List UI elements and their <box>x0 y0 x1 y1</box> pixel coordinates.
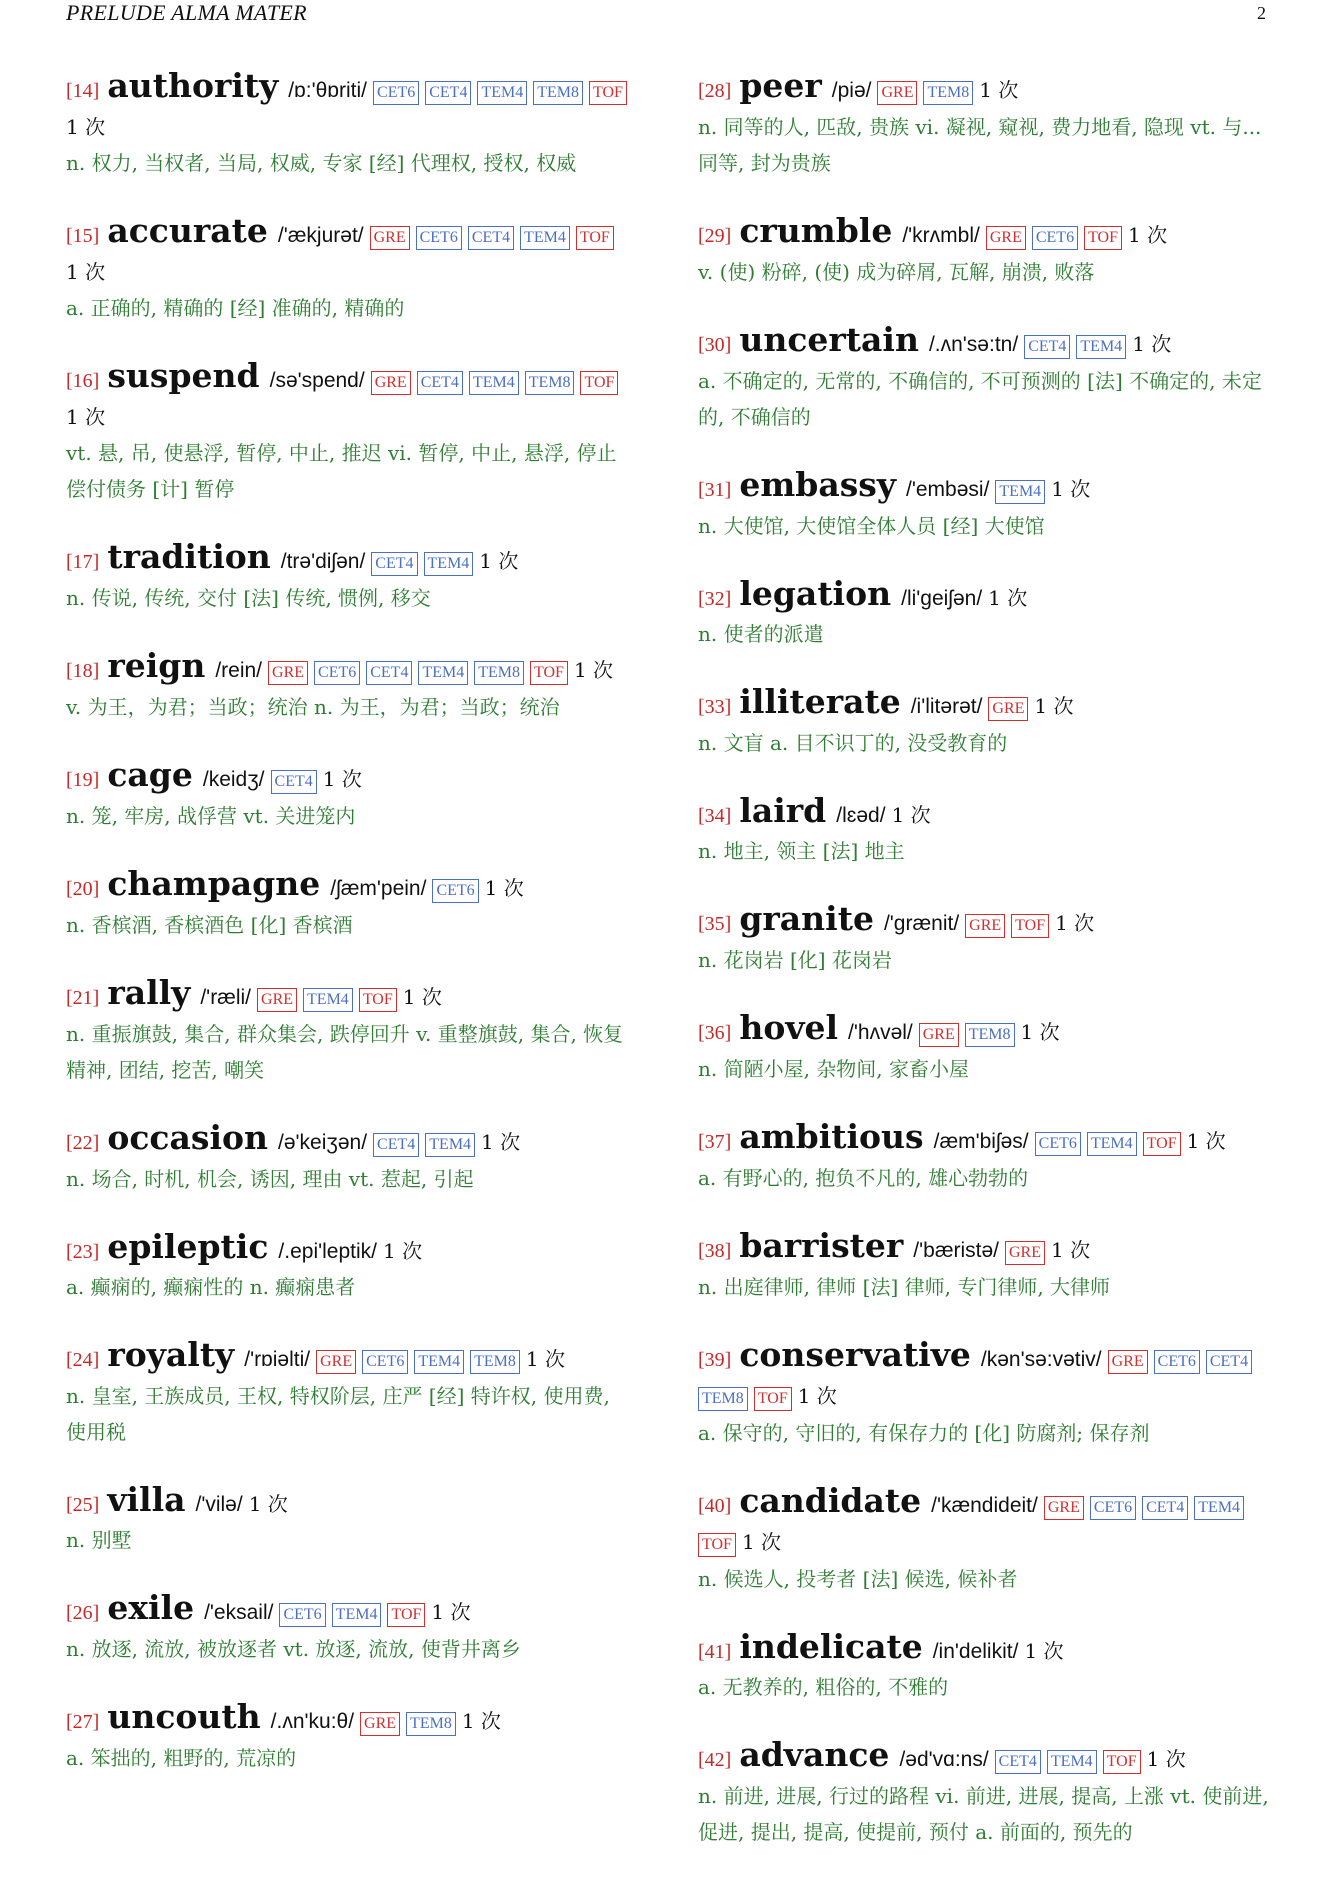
exam-tag-gre: GRE <box>268 661 308 685</box>
entry-index: [33] <box>698 696 732 718</box>
entry-headline <box>66 1118 636 1161</box>
entry-index: [29] <box>698 225 732 247</box>
headword: suspend <box>107 356 260 395</box>
occurrence-count: 1 次 <box>1024 1639 1064 1663</box>
occurrence-count: 1 次 <box>988 586 1028 610</box>
occurrence-count: 1 次 <box>573 658 614 682</box>
entry-index: [19] <box>66 769 100 791</box>
definition-text: n. 场合, 时机, 机会, 诱因, 理由 vt. 惹起, 引起 <box>66 1167 474 1191</box>
book-title: PRELUDE ALMA MATER <box>66 0 307 25</box>
headword: tradition <box>107 537 271 576</box>
headword: accurate <box>107 211 268 250</box>
entry-headline <box>66 1697 636 1740</box>
entry-headline <box>698 1481 1270 1561</box>
entry-index: [30] <box>698 334 732 356</box>
vocab-entry <box>66 973 636 1088</box>
phonetic: /lɛəd/ <box>836 804 886 827</box>
occurrence-count: 1 次 <box>1186 1129 1226 1153</box>
vocab-entry <box>66 1227 636 1305</box>
occurrence-count: 1 次 <box>322 767 362 791</box>
definition-text: n. 权力, 当权者, 当局, 权威, 专家 [经] 代理权, 授权, 权威 <box>66 151 577 175</box>
entry-headline <box>698 682 1270 725</box>
entry-index: [36] <box>698 1022 732 1044</box>
exam-tag-cet4: CET4 <box>1206 1350 1252 1374</box>
occurrence-count: 1 次 <box>1132 332 1172 356</box>
entry-index: [32] <box>698 588 732 610</box>
entry-headline <box>66 646 636 689</box>
exam-tag-tem8: TEM8 <box>533 81 583 105</box>
exam-tag-cet6: CET6 <box>279 1603 325 1627</box>
entry-headline <box>66 973 636 1016</box>
definition-text: n. 简陋小屋, 杂物间, 家畜小屋 <box>698 1057 970 1081</box>
vocab-entry <box>698 1335 1270 1451</box>
exam-tag-tem8: TEM8 <box>698 1387 748 1411</box>
phonetic: /'bæristə/ <box>913 1239 999 1262</box>
exam-tag-gre: GRE <box>919 1023 959 1047</box>
definition-text: a. 不确定的, 无常的, 不确信的, 不可预测的 [法] 不确定的, 未定的, 不确信的 <box>698 369 1262 429</box>
headword: royalty <box>107 1335 235 1374</box>
exam-tag-tof: TOF <box>1011 914 1049 938</box>
exam-tag-tof: TOF <box>1143 1132 1181 1156</box>
phonetic: /.ʌn'ku:θ/ <box>270 1710 355 1733</box>
exam-tag-gre: GRE <box>371 371 411 395</box>
occurrence-count: 1 次 <box>402 985 442 1009</box>
entry-headline <box>66 755 636 798</box>
definition-text: n. 重振旗鼓, 集合, 群众集会, 跌停回升 v. 重整旗鼓, 集合, 恢复精神, 团结, 挖苦, 嘲笑 <box>66 1022 624 1082</box>
definition-text: n. 传说, 传统, 交付 [法] 传统, 惯例, 移交 <box>66 586 431 610</box>
headword: occasion <box>107 1118 269 1157</box>
definition-text: n. 文盲 a. 目不识丁的, 没受教育的 <box>698 731 1008 755</box>
exam-tag-cet4: CET4 <box>366 661 412 685</box>
exam-tag-cet4: CET4 <box>1024 335 1070 359</box>
entry-headline <box>698 1627 1270 1669</box>
entry-index: [25] <box>66 1494 100 1516</box>
entry-index: [20] <box>66 878 100 900</box>
vocab-entry <box>66 537 636 616</box>
phonetic: /'eksail/ <box>204 1601 274 1624</box>
exam-tag-cet4: CET4 <box>371 552 417 576</box>
exam-tag-cet4: CET4 <box>995 1750 1041 1774</box>
exam-tag-tem4: TEM4 <box>1194 1496 1244 1520</box>
phonetic: /rein/ <box>215 659 263 682</box>
exam-tag-tem4: TEM4 <box>1087 1132 1137 1156</box>
occurrence-count: 1 次 <box>797 1384 837 1408</box>
headword: uncertain <box>739 320 919 359</box>
exam-tag-tem4: TEM4 <box>477 81 527 105</box>
exam-tag-tem4: TEM4 <box>303 988 353 1012</box>
exam-tag-cet6: CET6 <box>1035 1132 1081 1156</box>
entry-headline <box>66 1227 636 1269</box>
vocab-entry <box>66 1697 636 1776</box>
phonetic: /sə'spend/ <box>269 369 365 392</box>
entry-index: [17] <box>66 551 100 573</box>
vocab-entry <box>66 1588 636 1667</box>
headword: uncouth <box>107 1697 261 1736</box>
headword: villa <box>107 1480 186 1519</box>
definition-text: n. 候选人, 投考者 [法] 候选, 候补者 <box>698 1567 1018 1591</box>
exam-tag-tem4: TEM4 <box>469 371 519 395</box>
phonetic: /'krʌmbl/ <box>902 224 980 247</box>
vocab-entry <box>698 899 1270 978</box>
definition-text: n. 同等的人, 匹敌, 贵族 vi. 凝视, 窥视, 费力地看, 隐现 vt. 与... 同等, 封为贵族 <box>698 115 1262 175</box>
exam-tag-gre: GRE <box>988 697 1028 721</box>
entry-index: [15] <box>66 225 100 247</box>
occurrence-count: 1 次 <box>1055 911 1095 935</box>
entry-index: [21] <box>66 987 100 1009</box>
definition-text: n. 香槟酒, 香槟酒色 [化] 香槟酒 <box>66 913 353 937</box>
exam-tag-tof: TOF <box>580 371 618 395</box>
exam-tag-tem4: TEM4 <box>414 1350 464 1374</box>
exam-tag-cet6: CET6 <box>314 661 360 685</box>
entry-index: [26] <box>66 1602 100 1624</box>
definition-text: a. 无教养的, 粗俗的, 不雅的 <box>698 1675 949 1699</box>
headword: authority <box>107 66 279 105</box>
vocab-entry <box>698 1226 1270 1305</box>
entry-index: [22] <box>66 1132 100 1154</box>
headword: laird <box>739 791 827 830</box>
phonetic: /keidʒ/ <box>202 768 265 791</box>
definition-text: a. 保守的, 守旧的, 有保存力的 [化] 防腐剂; 保存剂 <box>698 1421 1150 1445</box>
vocab-entry <box>698 791 1270 869</box>
vocab-entry <box>66 1480 636 1558</box>
entry-headline <box>698 1735 1270 1778</box>
exam-tag-cet6: CET6 <box>362 1350 408 1374</box>
headword: embassy <box>739 465 897 504</box>
vocab-entry <box>698 1735 1270 1850</box>
entry-headline <box>66 1480 636 1522</box>
occurrence-count: 1 次 <box>1051 1238 1091 1262</box>
entry-headline <box>698 1226 1270 1269</box>
vocab-entry <box>66 211 636 326</box>
definition-text: n. 大使馆, 大使馆全体人员 [经] 大使馆 <box>698 514 1045 538</box>
entry-index: [18] <box>66 660 100 682</box>
definition-text: n. 地主, 领主 [法] 地主 <box>698 839 905 863</box>
headword: candidate <box>739 1481 922 1520</box>
vocab-entry <box>698 211 1270 290</box>
exam-tag-cet6: CET6 <box>416 226 462 250</box>
occurrence-count: 1 次 <box>1051 477 1091 501</box>
phonetic: /'ræli/ <box>200 986 252 1009</box>
phonetic: /'ækjurət/ <box>277 224 364 247</box>
exam-tag-tof: TOF <box>754 1387 792 1411</box>
entry-index: [35] <box>698 913 732 935</box>
entry-headline <box>698 211 1270 254</box>
vocab-entry <box>698 66 1270 181</box>
entry-headline <box>66 537 636 580</box>
left-column <box>66 66 636 1806</box>
phonetic: /'grænit/ <box>883 912 960 935</box>
exam-tag-tof: TOF <box>576 226 614 250</box>
entry-index: [31] <box>698 479 732 501</box>
occurrence-count: 1 次 <box>525 1347 565 1371</box>
exam-tag-tem8: TEM8 <box>474 661 524 685</box>
vocab-entry <box>698 1627 1270 1705</box>
entry-headline <box>698 899 1270 942</box>
definition-text: n. 前进, 进展, 行过的路程 vi. 前进, 进展, 提高, 上涨 vt. 使前进, 促进, 提出, 提高, 使提前, 预付 a. 前面的, 预先的 <box>698 1784 1269 1844</box>
headword: barrister <box>739 1226 904 1265</box>
vocab-entry <box>698 1008 1270 1087</box>
occurrence-count: 1 次 <box>979 78 1019 102</box>
entry-headline <box>66 864 636 907</box>
phonetic: /'kændideit/ <box>931 1494 1038 1517</box>
definition-text: a. 癫痫的, 癫痫性的 n. 癫痫患者 <box>66 1275 356 1299</box>
phonetic: /ʃæm'pein/ <box>330 877 427 900</box>
exam-tag-tem4: TEM4 <box>520 226 570 250</box>
occurrence-count: 1 次 <box>479 549 519 573</box>
entry-index: [34] <box>698 805 732 827</box>
entry-index: [27] <box>66 1711 100 1733</box>
exam-tag-gre: GRE <box>1044 1496 1084 1520</box>
exam-tag-cet6: CET6 <box>432 879 478 903</box>
exam-tag-tof: TOF <box>589 81 627 105</box>
occurrence-count: 1 次 <box>481 1130 521 1154</box>
exam-tag-tof: TOF <box>1103 1750 1141 1774</box>
phonetic: /li'geiʃən/ <box>901 587 983 610</box>
exam-tag-cet4: CET4 <box>468 226 514 250</box>
definition-text: n. 花岗岩 [化] 花岗岩 <box>698 948 892 972</box>
exam-tag-gre: GRE <box>316 1350 356 1374</box>
headword: champagne <box>107 864 321 903</box>
headword: rally <box>107 973 191 1012</box>
exam-tag-cet4: CET4 <box>1142 1496 1188 1520</box>
headword: epileptic <box>107 1227 269 1266</box>
headword: legation <box>739 574 892 613</box>
definition-text: n. 笼, 牢房, 战俘营 vt. 关进笼内 <box>66 804 356 828</box>
phonetic: /æm'biʃəs/ <box>933 1130 1029 1153</box>
phonetic: /kən'sə:vətiv/ <box>980 1348 1102 1371</box>
exam-tag-tem4: TEM4 <box>995 480 1045 504</box>
occurrence-count: 1 次 <box>484 876 524 900</box>
entry-index: [24] <box>66 1349 100 1371</box>
entry-index: [28] <box>698 80 732 102</box>
occurrence-count: 1 次 <box>248 1492 288 1516</box>
vocab-entry <box>66 356 636 507</box>
occurrence-count: 1 次 <box>431 1600 471 1624</box>
definition-text: n. 别墅 <box>66 1528 132 1552</box>
exam-tag-tof: TOF <box>359 988 397 1012</box>
entry-headline <box>66 1588 636 1631</box>
headword: advance <box>739 1735 890 1774</box>
exam-tag-cet6: CET6 <box>1154 1350 1200 1374</box>
occurrence-count: 1 次 <box>891 803 931 827</box>
entry-headline <box>698 465 1270 508</box>
definition-text: a. 笨拙的, 粗野的, 荒凉的 <box>66 1746 297 1770</box>
entry-index: [39] <box>698 1349 732 1371</box>
exam-tag-tof: TOF <box>530 661 568 685</box>
phonetic: /i'litərət/ <box>910 695 983 718</box>
occurrence-count: 1 次 <box>66 405 106 429</box>
vocab-entry <box>66 864 636 943</box>
definition-text: v. 为王，为君；当政；统治 n. 为王，为君；当政；统治 <box>66 695 560 719</box>
phonetic: /əd'vɑ:ns/ <box>899 1748 989 1771</box>
exam-tag-tem8: TEM8 <box>470 1350 520 1374</box>
entry-headline <box>698 66 1270 109</box>
exam-tag-cet6: CET6 <box>1090 1496 1136 1520</box>
exam-tag-gre: GRE <box>257 988 297 1012</box>
headword: granite <box>739 899 874 938</box>
exam-tag-tem4: TEM4 <box>418 661 468 685</box>
entry-index: [37] <box>698 1131 732 1153</box>
headword: peer <box>739 66 822 105</box>
definition-text: a. 有野心的, 抱负不凡的, 雄心勃勃的 <box>698 1166 1029 1190</box>
vocab-entry <box>698 320 1270 435</box>
phonetic: /'hʌvəl/ <box>848 1021 913 1044</box>
page-number: 2 <box>1257 3 1266 23</box>
vocab-entry <box>698 574 1270 652</box>
phonetic: /'vilə/ <box>195 1493 243 1516</box>
definition-text: n. 放逐, 流放, 被放逐者 vt. 放逐, 流放, 使背井离乡 <box>66 1637 521 1661</box>
exam-tag-gre: GRE <box>370 226 410 250</box>
entry-index: [40] <box>698 1495 732 1517</box>
exam-tag-tem4: TEM4 <box>424 552 474 576</box>
entry-index: [42] <box>698 1749 732 1771</box>
headword: indelicate <box>739 1627 923 1666</box>
occurrence-count: 1 次 <box>382 1239 423 1263</box>
headword: ambitious <box>739 1117 924 1156</box>
occurrence-count: 1 次 <box>1020 1020 1060 1044</box>
exam-tag-tof: TOF <box>698 1533 736 1557</box>
exam-tag-tem8: TEM8 <box>525 371 575 395</box>
exam-tag-tof: TOF <box>1084 226 1122 250</box>
vocab-entry <box>66 1335 636 1450</box>
phonetic: /.ʌn'sə:tn/ <box>928 333 1019 356</box>
exam-tag-cet4: CET4 <box>417 371 463 395</box>
entry-headline <box>698 791 1270 833</box>
exam-tag-gre: GRE <box>360 1712 400 1736</box>
occurrence-count: 1 次 <box>741 1530 782 1554</box>
exam-tag-tem4: TEM4 <box>332 1603 382 1627</box>
exam-tag-cet6: CET6 <box>1032 226 1078 250</box>
entry-headline <box>66 356 636 435</box>
exam-tag-cet4: CET4 <box>373 1133 419 1157</box>
vocab-entry <box>66 66 636 181</box>
vocab-entry <box>698 682 1270 761</box>
entry-headline <box>66 211 636 290</box>
headword: crumble <box>739 211 893 250</box>
headword: cage <box>107 755 193 794</box>
occurrence-count: 1 次 <box>1128 223 1168 247</box>
headword: reign <box>107 646 206 685</box>
exam-tag-tem8: TEM8 <box>923 81 973 105</box>
exam-tag-cet4: CET4 <box>425 81 471 105</box>
exam-tag-gre: GRE <box>1108 1350 1148 1374</box>
exam-tag-tem4: TEM4 <box>425 1133 475 1157</box>
vocab-entry <box>66 1118 636 1197</box>
exam-tag-cet4: CET4 <box>271 770 317 794</box>
exam-tag-tem8: TEM8 <box>965 1023 1015 1047</box>
phonetic: /ə'keiʒən/ <box>278 1131 368 1154</box>
exam-tag-gre: GRE <box>1005 1241 1045 1265</box>
exam-tag-cet6: CET6 <box>373 81 419 105</box>
headword: illiterate <box>739 682 901 721</box>
exam-tag-gre: GRE <box>986 226 1026 250</box>
page-header <box>66 0 1266 28</box>
occurrence-count: 1 次 <box>461 1709 501 1733</box>
phonetic: /'rɒiəlti/ <box>244 1348 311 1371</box>
phonetic: /piə/ <box>831 79 872 102</box>
exam-tag-gre: GRE <box>877 81 917 105</box>
occurrence-count: 1 次 <box>66 260 106 284</box>
vocab-entry <box>698 1117 1270 1196</box>
phonetic: /trə'diʃən/ <box>280 550 366 573</box>
exam-tag-gre: GRE <box>965 914 1005 938</box>
vocab-entry <box>698 465 1270 544</box>
entry-index: [16] <box>66 370 100 392</box>
entry-headline <box>66 66 636 145</box>
entry-headline <box>698 1008 1270 1051</box>
definition-text: v. (使) 粉碎, (使) 成为碎屑, 瓦解, 崩溃, 败落 <box>698 260 1095 284</box>
definition-text: vt. 悬, 吊, 使悬浮, 暂停, 中止, 推迟 vi. 暂停, 中止, 悬浮, 停止偿付债务 [计] 暂停 <box>66 441 617 501</box>
headword: exile <box>107 1588 195 1627</box>
occurrence-count: 1 次 <box>66 115 106 139</box>
phonetic: /ɒ:'θɒriti/ <box>288 79 368 102</box>
definition-text: n. 皇室, 王族成员, 王权, 特权阶层, 庄严 [经] 特许权, 使用费, 使用税 <box>66 1384 610 1444</box>
entry-headline <box>698 574 1270 616</box>
entry-headline <box>698 320 1270 363</box>
definition-text: n. 出庭律师, 律师 [法] 律师, 专门律师, 大律师 <box>698 1275 1111 1299</box>
vocab-entry <box>66 646 636 725</box>
occurrence-count: 1 次 <box>1034 694 1074 718</box>
occurrence-count: 1 次 <box>1146 1747 1186 1771</box>
entry-index: [38] <box>698 1240 732 1262</box>
definition-text: n. 使者的派遣 <box>698 622 824 646</box>
phonetic: /.epi'leptik/ <box>278 1240 377 1263</box>
vocab-entry <box>66 755 636 834</box>
entry-index: [14] <box>66 80 100 102</box>
entry-headline <box>698 1117 1270 1160</box>
entry-headline <box>66 1335 636 1378</box>
exam-tag-tem4: TEM4 <box>1076 335 1126 359</box>
right-column <box>698 66 1270 1880</box>
definition-text: a. 正确的, 精确的 [经] 准确的, 精确的 <box>66 296 405 320</box>
headword: conservative <box>739 1335 971 1374</box>
exam-tag-tem8: TEM8 <box>406 1712 456 1736</box>
exam-tag-tem4: TEM4 <box>1047 1750 1097 1774</box>
vocab-entry <box>698 1481 1270 1597</box>
phonetic: /'embəsi/ <box>906 478 990 501</box>
entry-headline <box>698 1335 1270 1415</box>
entry-index: [23] <box>66 1241 100 1263</box>
phonetic: /in'delikit/ <box>932 1640 1019 1663</box>
exam-tag-tof: TOF <box>387 1603 425 1627</box>
headword: hovel <box>739 1008 839 1047</box>
entry-index: [41] <box>698 1641 732 1663</box>
